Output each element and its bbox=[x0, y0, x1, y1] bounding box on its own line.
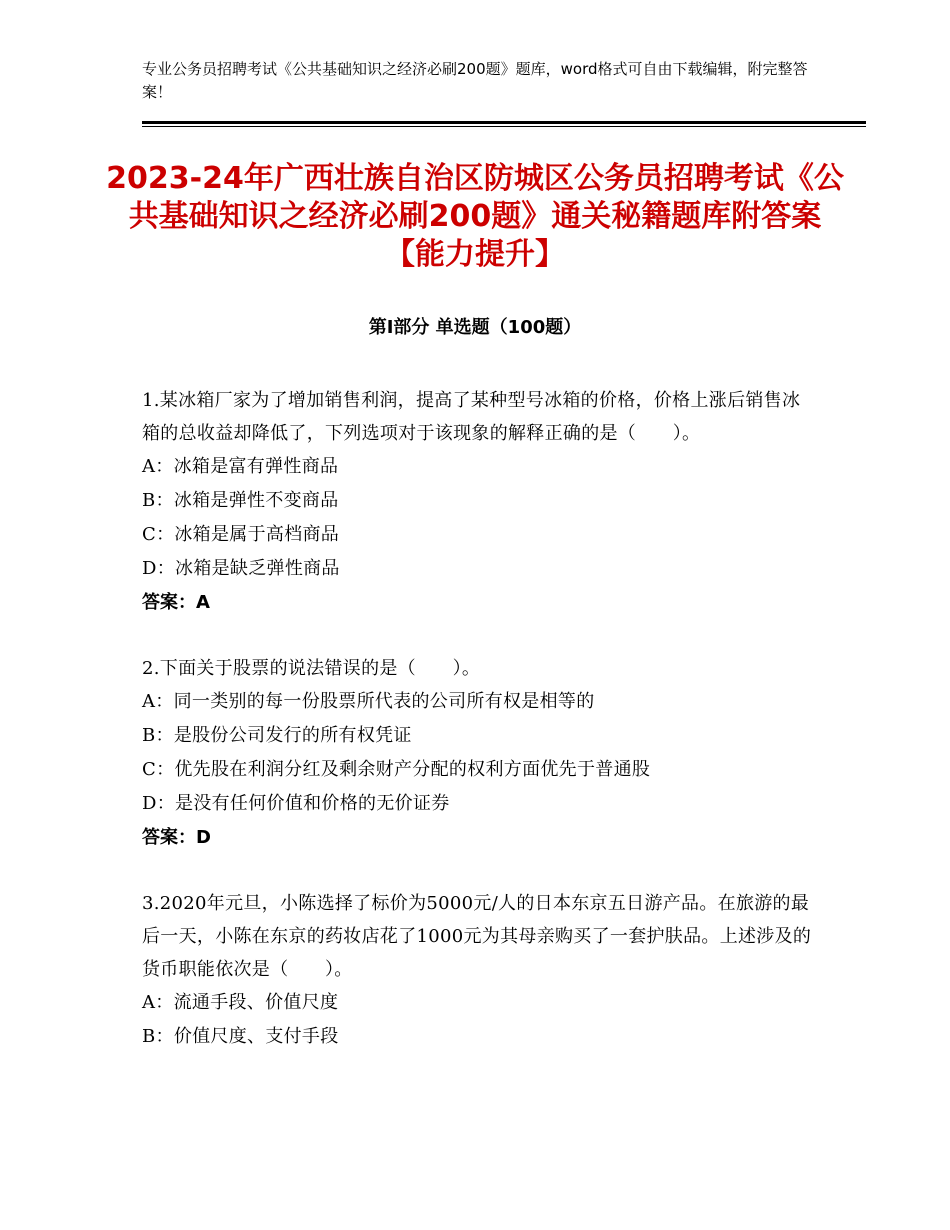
option-d: D：是没有任何价值和价格的无价证券 bbox=[142, 793, 450, 814]
question-2 bbox=[142, 652, 812, 855]
question-3 bbox=[142, 887, 812, 1054]
option-a: A：流通手段、价值尺度 bbox=[142, 992, 339, 1013]
question-stem: 3.2020年元旦，小陈选择了标价为5000元/人的日本东京五日游产品。在旅游的最后一天，小陈在东京的药妆店花了1000元为其母亲购买了一套护肤品。上述涉及的货币职能依次是（ ）。 bbox=[142, 893, 812, 980]
option-d: D：冰箱是缺乏弹性商品 bbox=[142, 558, 340, 579]
header-note: 专业公务员招聘考试《公共基础知识之经济必刷200题》题库，word格式可自由下载编辑，附完整答案！ bbox=[142, 60, 808, 101]
question-stem: 1.某冰箱厂家为了增加销售利润，提高了某种型号冰箱的价格，价格上涨后销售冰箱的总收益却降低了，下列选项对于该现象的解释正确的是（ ）。 bbox=[142, 390, 801, 444]
answer: 答案：A bbox=[142, 592, 210, 613]
header-divider-thin bbox=[142, 126, 866, 127]
section-title: 第Ⅰ部分 单选题（100题） bbox=[368, 317, 582, 338]
option-b: B：价值尺度、支付手段 bbox=[142, 1026, 339, 1047]
answer: 答案：D bbox=[142, 827, 211, 848]
question-list bbox=[142, 384, 812, 1086]
header-divider-thick bbox=[142, 121, 866, 124]
option-c: C：优先股在利润分红及剩余财产分配的权利方面优先于普通股 bbox=[142, 759, 651, 780]
option-a: A：同一类别的每一份股票所代表的公司所有权是相等的 bbox=[142, 691, 595, 712]
question-1 bbox=[142, 384, 812, 620]
document-title: 2023-24年广西壮族自治区防城区公务员招聘考试《公共基础知识之经济必刷200题》通关秘籍题库附答案【能力提升】 bbox=[106, 161, 844, 272]
option-b: B：是股份公司发行的所有权凭证 bbox=[142, 725, 412, 746]
option-a: A：冰箱是富有弹性商品 bbox=[142, 456, 339, 477]
option-c: C：冰箱是属于高档商品 bbox=[142, 524, 340, 545]
option-b: B：冰箱是弹性不变商品 bbox=[142, 490, 339, 511]
question-stem: 2.下面关于股票的说法错误的是（ ）。 bbox=[142, 658, 481, 679]
